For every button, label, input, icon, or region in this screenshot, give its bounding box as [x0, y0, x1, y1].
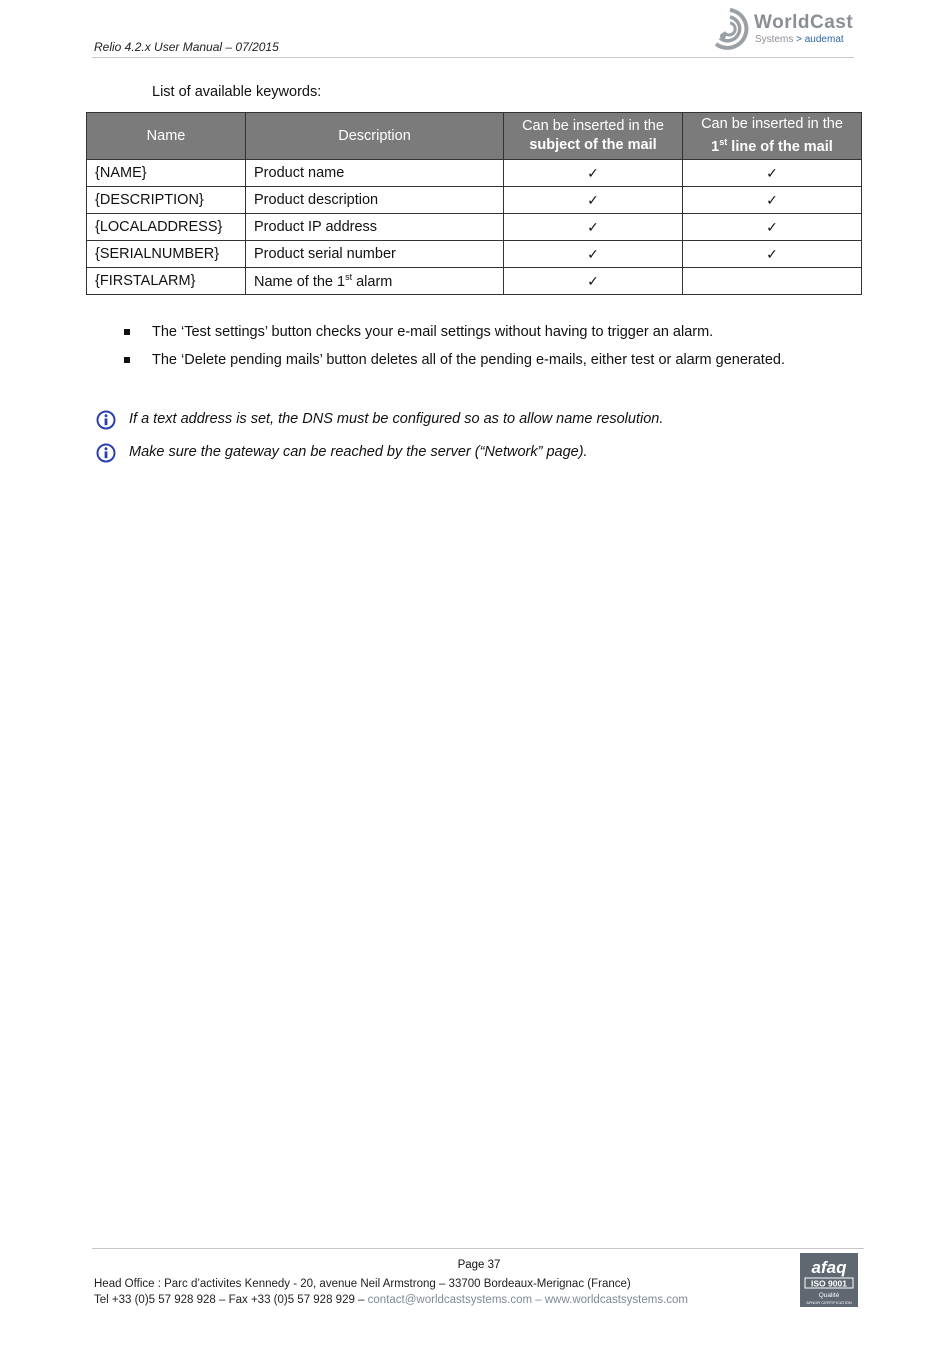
keyword-description: Product name [246, 160, 504, 187]
keyword-description: Product serial number [246, 241, 504, 268]
note-text: If a text address is set, the DNS must be configured so as to allow name resolution. [129, 411, 664, 427]
check-icon: ✓ [683, 241, 862, 268]
check-icon: ✓ [504, 214, 683, 241]
logo-subtitle: Systems > audemat [755, 34, 844, 45]
square-bullet-icon [124, 357, 130, 363]
info-icon [96, 443, 116, 463]
afaq-iso-badge-icon [800, 1253, 858, 1307]
square-bullet-icon [124, 329, 130, 335]
footer-contact: Tel +33 (0)5 57 928 928 – Fax +33 (0)5 57 928 929 – contact@worldcastsystems.com – www.worldcastsystems.com [94, 1294, 688, 1306]
svg-text:AFNOR CERTIFICATION: AFNOR CERTIFICATION [806, 1300, 852, 1305]
footer-address: Head Office : Parc d’activites Kennedy - 20, avenue Neil Armstrong – 33700 Bordeaux-Merignac (France) [94, 1278, 631, 1290]
keywords-table [86, 112, 862, 295]
col-header-first-line: Can be inserted in the 1st line of the mail [683, 113, 862, 160]
svg-text:afaq: afaq [811, 1258, 847, 1277]
info-icon [96, 410, 116, 430]
keyword-name: {NAME} [87, 160, 246, 187]
footer-links[interactable]: contact@worldcastsystems.com – www.worldcastsystems.com [367, 1294, 688, 1306]
check-icon: ✓ [504, 160, 683, 187]
keyword-name: {LOCALADDRESS} [87, 214, 246, 241]
table-row [87, 160, 862, 187]
table-row [87, 241, 862, 268]
logo-brand: WorldCast [754, 12, 854, 33]
page-number: Page 37 [457, 1259, 501, 1271]
check-icon: ✓ [504, 268, 683, 295]
worldcast-logo-icon [708, 6, 752, 52]
table-row [87, 187, 862, 214]
worldcast-logo [708, 6, 858, 54]
table-header-row [87, 113, 862, 160]
intro-text: List of available keywords: [152, 84, 322, 100]
bullet-text: The ‘Delete pending mails’ button deletes all of the pending e-mails, either test or alarm generated. [152, 352, 785, 368]
keyword-description: Name of the 1st alarm [246, 268, 504, 295]
svg-text:Qualité: Qualité [818, 1292, 840, 1299]
check-icon: ✓ [683, 214, 862, 241]
empty-cell [683, 268, 862, 295]
check-icon: ✓ [504, 187, 683, 214]
keyword-description: Product description [246, 187, 504, 214]
note-text: Make sure the gateway can be reached by the server (“Network” page). [129, 444, 588, 460]
footer-divider [92, 1248, 864, 1249]
keyword-description: Product IP address [246, 214, 504, 241]
check-icon: ✓ [504, 241, 683, 268]
col-header-description: Description [246, 113, 504, 160]
col-header-name: Name [87, 113, 246, 160]
keyword-name: {FIRSTALARM} [87, 268, 246, 295]
col-header-subject: Can be inserted in the subject of the mail [504, 113, 683, 160]
svg-text:ISO 9001: ISO 9001 [811, 1278, 847, 1289]
table-row [87, 214, 862, 241]
keyword-name: {SERIALNUMBER} [87, 241, 246, 268]
bullet-text: The ‘Test settings’ button checks your e-mail settings without having to trigger an alarm. [152, 324, 714, 340]
header-title: Relio 4.2.x User Manual – 07/2015 [94, 40, 279, 54]
header-divider [92, 57, 854, 58]
table-row [87, 268, 862, 295]
keyword-name: {DESCRIPTION} [87, 187, 246, 214]
check-icon: ✓ [683, 187, 862, 214]
check-icon: ✓ [683, 160, 862, 187]
